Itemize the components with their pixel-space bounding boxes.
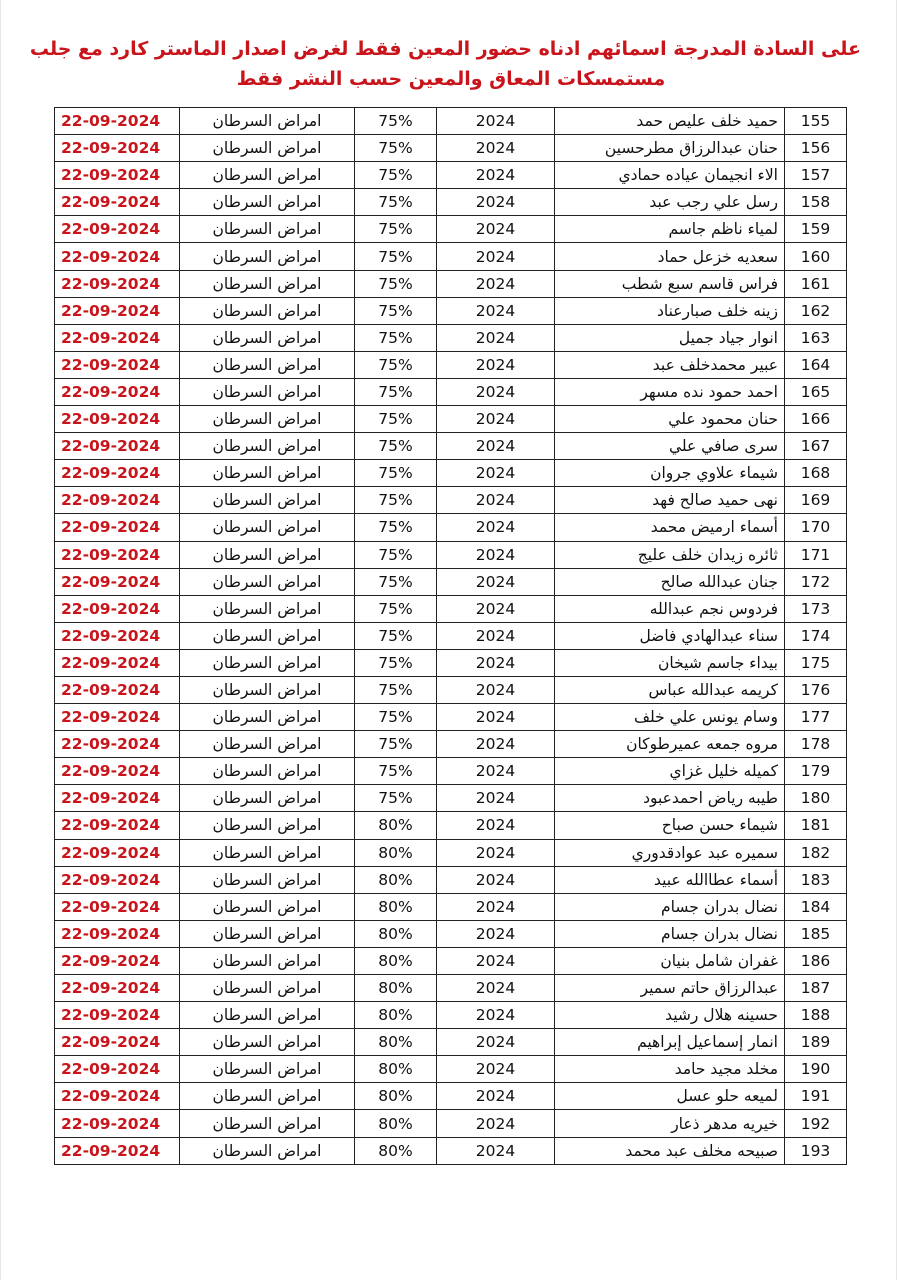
- row-number: 186: [785, 947, 847, 974]
- table-row: [55, 1029, 847, 1056]
- appointment-date: 22-09-2024: [55, 135, 180, 162]
- row-number: 173: [785, 595, 847, 622]
- condition-cell: امراض السرطان: [180, 704, 355, 731]
- row-number: 179: [785, 758, 847, 785]
- row-number: 188: [785, 1002, 847, 1029]
- table-row: [55, 893, 847, 920]
- disability-percentage: 80%: [355, 1002, 437, 1029]
- disability-percentage: 80%: [355, 1056, 437, 1083]
- person-name: أسماء عطاالله عبيد: [555, 866, 785, 893]
- table-row: [55, 135, 847, 162]
- row-number: 185: [785, 920, 847, 947]
- appointment-date: 22-09-2024: [55, 297, 180, 324]
- year-cell: 2024: [437, 975, 555, 1002]
- person-name: انوار جياد جميل: [555, 324, 785, 351]
- disability-percentage: 75%: [355, 406, 437, 433]
- appointment-date: 22-09-2024: [55, 378, 180, 405]
- appointment-date: 22-09-2024: [55, 1110, 180, 1137]
- condition-cell: امراض السرطان: [180, 406, 355, 433]
- condition-cell: امراض السرطان: [180, 297, 355, 324]
- table-row: [55, 297, 847, 324]
- table-row: [55, 812, 847, 839]
- year-cell: 2024: [437, 1002, 555, 1029]
- table-row: [55, 1083, 847, 1110]
- row-number: 191: [785, 1083, 847, 1110]
- year-cell: 2024: [437, 243, 555, 270]
- table-row: [55, 866, 847, 893]
- disability-percentage: 80%: [355, 1110, 437, 1137]
- year-cell: 2024: [437, 487, 555, 514]
- disability-percentage: 75%: [355, 460, 437, 487]
- row-number: 190: [785, 1056, 847, 1083]
- table-body: [55, 108, 847, 1165]
- person-name: نضال بدران جسام: [555, 920, 785, 947]
- row-number: 187: [785, 975, 847, 1002]
- year-cell: 2024: [437, 135, 555, 162]
- condition-cell: امراض السرطان: [180, 433, 355, 460]
- notice-line-2: مستمسكات المعاق والمعين حسب النشر فقط: [236, 68, 666, 90]
- row-number: 170: [785, 514, 847, 541]
- notice-line-1: على السادة المدرجة اسمائهم ادناه حضور المعين فقط لغرض اصدار الماستر كارد مع جلب: [29, 38, 861, 60]
- disability-percentage: 80%: [355, 975, 437, 1002]
- row-number: 167: [785, 433, 847, 460]
- condition-cell: امراض السرطان: [180, 1056, 355, 1083]
- table-row: [55, 378, 847, 405]
- disability-percentage: 75%: [355, 541, 437, 568]
- table-row: [55, 920, 847, 947]
- table-row: [55, 324, 847, 351]
- year-cell: 2024: [437, 649, 555, 676]
- beneficiaries-table: [54, 107, 847, 1165]
- year-cell: 2024: [437, 351, 555, 378]
- condition-cell: امراض السرطان: [180, 785, 355, 812]
- disability-percentage: 80%: [355, 1083, 437, 1110]
- disability-percentage: 75%: [355, 785, 437, 812]
- person-name: صبيحه مخلف عبد محمد: [555, 1137, 785, 1164]
- year-cell: 2024: [437, 731, 555, 758]
- disability-percentage: 75%: [355, 433, 437, 460]
- notice-heading: [29, 34, 861, 94]
- person-name: عبير محمدخلف عبد: [555, 351, 785, 378]
- appointment-date: 22-09-2024: [55, 433, 180, 460]
- year-cell: 2024: [437, 568, 555, 595]
- table-row: [55, 1137, 847, 1164]
- person-name: لميعه حلو عسل: [555, 1083, 785, 1110]
- appointment-date: 22-09-2024: [55, 839, 180, 866]
- row-number: 155: [785, 108, 847, 135]
- appointment-date: 22-09-2024: [55, 351, 180, 378]
- year-cell: 2024: [437, 812, 555, 839]
- condition-cell: امراض السرطان: [180, 568, 355, 595]
- year-cell: 2024: [437, 595, 555, 622]
- condition-cell: امراض السرطان: [180, 839, 355, 866]
- appointment-date: 22-09-2024: [55, 1002, 180, 1029]
- condition-cell: امراض السرطان: [180, 893, 355, 920]
- disability-percentage: 75%: [355, 514, 437, 541]
- row-number: 171: [785, 541, 847, 568]
- disability-percentage: 75%: [355, 487, 437, 514]
- table-row: [55, 108, 847, 135]
- disability-percentage: 80%: [355, 866, 437, 893]
- disability-percentage: 75%: [355, 270, 437, 297]
- appointment-date: 22-09-2024: [55, 189, 180, 216]
- person-name: فردوس نجم عبدالله: [555, 595, 785, 622]
- condition-cell: امراض السرطان: [180, 378, 355, 405]
- condition-cell: امراض السرطان: [180, 731, 355, 758]
- year-cell: 2024: [437, 1029, 555, 1056]
- row-number: 182: [785, 839, 847, 866]
- row-number: 184: [785, 893, 847, 920]
- appointment-date: 22-09-2024: [55, 1029, 180, 1056]
- year-cell: 2024: [437, 785, 555, 812]
- person-name: سرى صافي علي: [555, 433, 785, 460]
- year-cell: 2024: [437, 162, 555, 189]
- row-number: 193: [785, 1137, 847, 1164]
- condition-cell: امراض السرطان: [180, 622, 355, 649]
- year-cell: 2024: [437, 406, 555, 433]
- condition-cell: امراض السرطان: [180, 270, 355, 297]
- year-cell: 2024: [437, 1083, 555, 1110]
- row-number: 175: [785, 649, 847, 676]
- person-name: سعديه خزعل حماد: [555, 243, 785, 270]
- appointment-date: 22-09-2024: [55, 866, 180, 893]
- disability-percentage: 75%: [355, 135, 437, 162]
- table-row: [55, 649, 847, 676]
- table-row: [55, 676, 847, 703]
- disability-percentage: 75%: [355, 649, 437, 676]
- disability-percentage: 75%: [355, 351, 437, 378]
- row-number: 160: [785, 243, 847, 270]
- year-cell: 2024: [437, 1137, 555, 1164]
- condition-cell: امراض السرطان: [180, 812, 355, 839]
- disability-percentage: 75%: [355, 216, 437, 243]
- disability-percentage: 75%: [355, 758, 437, 785]
- year-cell: 2024: [437, 839, 555, 866]
- disability-percentage: 80%: [355, 947, 437, 974]
- person-name: أسماء ارميض محمد: [555, 514, 785, 541]
- appointment-date: 22-09-2024: [55, 758, 180, 785]
- row-number: 157: [785, 162, 847, 189]
- disability-percentage: 75%: [355, 676, 437, 703]
- table-row: [55, 243, 847, 270]
- condition-cell: امراض السرطان: [180, 1083, 355, 1110]
- condition-cell: امراض السرطان: [180, 649, 355, 676]
- disability-percentage: 75%: [355, 108, 437, 135]
- person-name: حميد خلف عليص حمد: [555, 108, 785, 135]
- appointment-date: 22-09-2024: [55, 460, 180, 487]
- row-number: 181: [785, 812, 847, 839]
- appointment-date: 22-09-2024: [55, 975, 180, 1002]
- appointment-date: 22-09-2024: [55, 1056, 180, 1083]
- year-cell: 2024: [437, 324, 555, 351]
- table-row: [55, 947, 847, 974]
- person-name: الاء انجيمان عياده حمادي: [555, 162, 785, 189]
- row-number: 174: [785, 622, 847, 649]
- row-number: 166: [785, 406, 847, 433]
- row-number: 189: [785, 1029, 847, 1056]
- condition-cell: امراض السرطان: [180, 975, 355, 1002]
- year-cell: 2024: [437, 947, 555, 974]
- appointment-date: 22-09-2024: [55, 108, 180, 135]
- disability-percentage: 75%: [355, 243, 437, 270]
- row-number: 172: [785, 568, 847, 595]
- condition-cell: امراض السرطان: [180, 487, 355, 514]
- year-cell: 2024: [437, 758, 555, 785]
- person-name: حسينه هلال رشيد: [555, 1002, 785, 1029]
- row-number: 169: [785, 487, 847, 514]
- person-name: نهى حميد صالح فهد: [555, 487, 785, 514]
- appointment-date: 22-09-2024: [55, 568, 180, 595]
- year-cell: 2024: [437, 1110, 555, 1137]
- row-number: 180: [785, 785, 847, 812]
- disability-percentage: 80%: [355, 893, 437, 920]
- appointment-date: 22-09-2024: [55, 270, 180, 297]
- year-cell: 2024: [437, 433, 555, 460]
- appointment-date: 22-09-2024: [55, 216, 180, 243]
- disability-percentage: 80%: [355, 839, 437, 866]
- appointment-date: 22-09-2024: [55, 893, 180, 920]
- table-row: [55, 406, 847, 433]
- person-name: احمد حمود نده مسهر: [555, 378, 785, 405]
- table-row: [55, 162, 847, 189]
- disability-percentage: 80%: [355, 920, 437, 947]
- person-name: مخلد مجيد حامد: [555, 1056, 785, 1083]
- appointment-date: 22-09-2024: [55, 243, 180, 270]
- table-row: [55, 433, 847, 460]
- row-number: 158: [785, 189, 847, 216]
- condition-cell: امراض السرطان: [180, 920, 355, 947]
- row-number: 159: [785, 216, 847, 243]
- condition-cell: امراض السرطان: [180, 866, 355, 893]
- person-name: كميله خليل غزاي: [555, 758, 785, 785]
- person-name: بيداء جاسم شيخان: [555, 649, 785, 676]
- disability-percentage: 75%: [355, 622, 437, 649]
- year-cell: 2024: [437, 378, 555, 405]
- row-number: 165: [785, 378, 847, 405]
- condition-cell: امراض السرطان: [180, 541, 355, 568]
- appointment-date: 22-09-2024: [55, 947, 180, 974]
- disability-percentage: 75%: [355, 731, 437, 758]
- person-name: لمياء ناظم جاسم: [555, 216, 785, 243]
- table-row: [55, 189, 847, 216]
- row-number: 168: [785, 460, 847, 487]
- appointment-date: 22-09-2024: [55, 731, 180, 758]
- table-row: [55, 595, 847, 622]
- condition-cell: امراض السرطان: [180, 1137, 355, 1164]
- year-cell: 2024: [437, 460, 555, 487]
- row-number: 178: [785, 731, 847, 758]
- table-row: [55, 758, 847, 785]
- table-row: [55, 541, 847, 568]
- table-row: [55, 975, 847, 1002]
- person-name: جنان عبدالله صالح: [555, 568, 785, 595]
- condition-cell: امراض السرطان: [180, 758, 355, 785]
- condition-cell: امراض السرطان: [180, 1029, 355, 1056]
- year-cell: 2024: [437, 541, 555, 568]
- table-row: [55, 1056, 847, 1083]
- condition-cell: امراض السرطان: [180, 324, 355, 351]
- appointment-date: 22-09-2024: [55, 541, 180, 568]
- disability-percentage: 75%: [355, 568, 437, 595]
- condition-cell: امراض السرطان: [180, 216, 355, 243]
- appointment-date: 22-09-2024: [55, 324, 180, 351]
- year-cell: 2024: [437, 920, 555, 947]
- condition-cell: امراض السرطان: [180, 108, 355, 135]
- condition-cell: امراض السرطان: [180, 1002, 355, 1029]
- year-cell: 2024: [437, 893, 555, 920]
- person-name: حنان محمود علي: [555, 406, 785, 433]
- row-number: 192: [785, 1110, 847, 1137]
- disability-percentage: 75%: [355, 595, 437, 622]
- disability-percentage: 80%: [355, 812, 437, 839]
- table-row: [55, 839, 847, 866]
- year-cell: 2024: [437, 514, 555, 541]
- appointment-date: 22-09-2024: [55, 676, 180, 703]
- disability-percentage: 75%: [355, 378, 437, 405]
- row-number: 162: [785, 297, 847, 324]
- disability-percentage: 75%: [355, 162, 437, 189]
- appointment-date: 22-09-2024: [55, 406, 180, 433]
- disability-percentage: 75%: [355, 324, 437, 351]
- row-number: 163: [785, 324, 847, 351]
- condition-cell: امراض السرطان: [180, 514, 355, 541]
- row-number: 176: [785, 676, 847, 703]
- condition-cell: امراض السرطان: [180, 595, 355, 622]
- year-cell: 2024: [437, 1056, 555, 1083]
- appointment-date: 22-09-2024: [55, 1137, 180, 1164]
- person-name: سناء عبدالهادي فاضل: [555, 622, 785, 649]
- year-cell: 2024: [437, 270, 555, 297]
- appointment-date: 22-09-2024: [55, 812, 180, 839]
- row-number: 183: [785, 866, 847, 893]
- appointment-date: 22-09-2024: [55, 514, 180, 541]
- appointment-date: 22-09-2024: [55, 920, 180, 947]
- person-name: رسل علي رجب عبد: [555, 189, 785, 216]
- table-row: [55, 351, 847, 378]
- table-row: [55, 731, 847, 758]
- year-cell: 2024: [437, 108, 555, 135]
- person-name: كريمه عبدالله عباس: [555, 676, 785, 703]
- appointment-date: 22-09-2024: [55, 704, 180, 731]
- year-cell: 2024: [437, 216, 555, 243]
- person-name: مروه جمعه عميرطوكان: [555, 731, 785, 758]
- person-name: شيماء علاوي جروان: [555, 460, 785, 487]
- table-row: [55, 270, 847, 297]
- person-name: سميره عبد عوادقدوري: [555, 839, 785, 866]
- person-name: حنان عبدالرزاق مطرحسين: [555, 135, 785, 162]
- condition-cell: امراض السرطان: [180, 135, 355, 162]
- condition-cell: امراض السرطان: [180, 676, 355, 703]
- person-name: عبدالرزاق حاتم سمير: [555, 975, 785, 1002]
- condition-cell: امراض السرطان: [180, 947, 355, 974]
- condition-cell: امراض السرطان: [180, 243, 355, 270]
- table-row: [55, 704, 847, 731]
- table-row: [55, 514, 847, 541]
- appointment-date: 22-09-2024: [55, 162, 180, 189]
- appointment-date: 22-09-2024: [55, 1083, 180, 1110]
- person-name: انمار إسماعيل إبراهيم: [555, 1029, 785, 1056]
- appointment-date: 22-09-2024: [55, 649, 180, 676]
- row-number: 177: [785, 704, 847, 731]
- table-row: [55, 460, 847, 487]
- table-row: [55, 568, 847, 595]
- condition-cell: امراض السرطان: [180, 351, 355, 378]
- appointment-date: 22-09-2024: [55, 487, 180, 514]
- year-cell: 2024: [437, 704, 555, 731]
- condition-cell: امراض السرطان: [180, 189, 355, 216]
- year-cell: 2024: [437, 189, 555, 216]
- person-name: خيريه مدهر ذعار: [555, 1110, 785, 1137]
- disability-percentage: 75%: [355, 704, 437, 731]
- appointment-date: 22-09-2024: [55, 595, 180, 622]
- table-row: [55, 785, 847, 812]
- year-cell: 2024: [437, 676, 555, 703]
- table-row: [55, 1110, 847, 1137]
- year-cell: 2024: [437, 622, 555, 649]
- appointment-date: 22-09-2024: [55, 622, 180, 649]
- person-name: فراس قاسم سبع شطب: [555, 270, 785, 297]
- condition-cell: امراض السرطان: [180, 460, 355, 487]
- person-name: ثائره زيدان خلف عليج: [555, 541, 785, 568]
- row-number: 156: [785, 135, 847, 162]
- appointment-date: 22-09-2024: [55, 785, 180, 812]
- table-row: [55, 622, 847, 649]
- table-row: [55, 216, 847, 243]
- person-name: زينه خلف صبارعناد: [555, 297, 785, 324]
- year-cell: 2024: [437, 866, 555, 893]
- person-name: وسام يونس علي خلف: [555, 704, 785, 731]
- row-number: 164: [785, 351, 847, 378]
- person-name: شيماء حسن صباح: [555, 812, 785, 839]
- year-cell: 2024: [437, 297, 555, 324]
- disability-percentage: 80%: [355, 1029, 437, 1056]
- table-row: [55, 1002, 847, 1029]
- condition-cell: امراض السرطان: [180, 162, 355, 189]
- table-row: [55, 487, 847, 514]
- disability-percentage: 75%: [355, 297, 437, 324]
- person-name: طيبه رياض احمدعبود: [555, 785, 785, 812]
- row-number: 161: [785, 270, 847, 297]
- person-name: غفران شامل بنيان: [555, 947, 785, 974]
- disability-percentage: 80%: [355, 1137, 437, 1164]
- condition-cell: امراض السرطان: [180, 1110, 355, 1137]
- disability-percentage: 75%: [355, 189, 437, 216]
- person-name: نضال بدران جسام: [555, 893, 785, 920]
